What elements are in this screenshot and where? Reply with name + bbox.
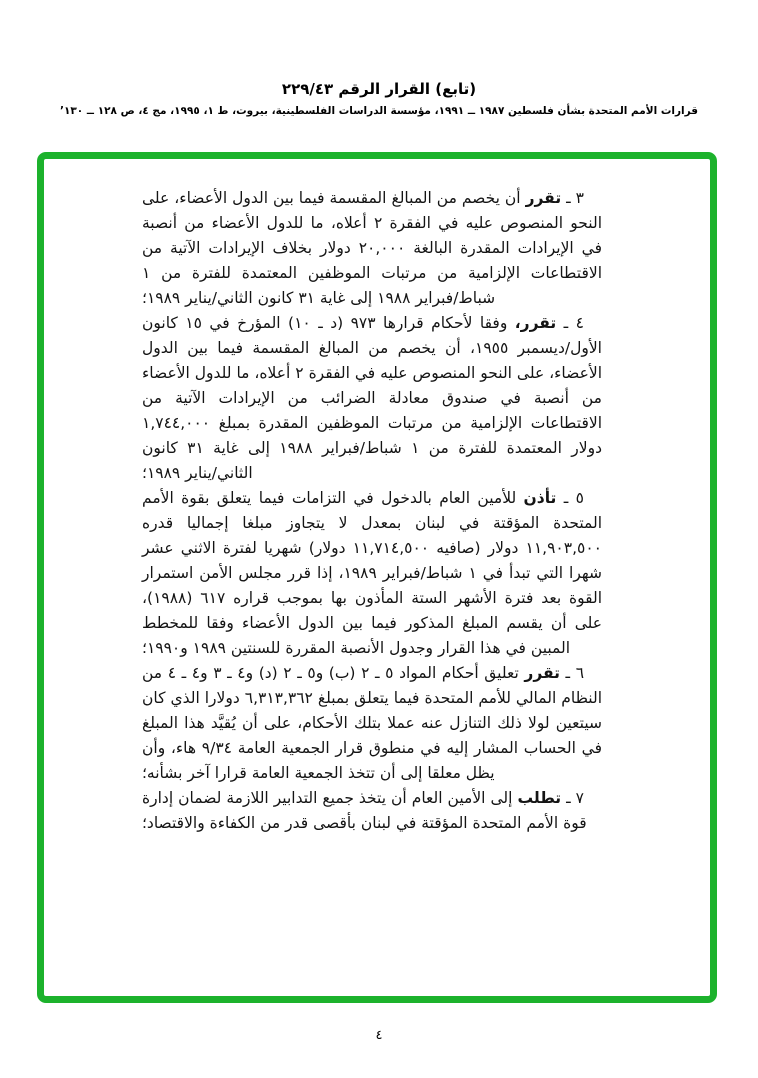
para-number: ٤ ـ bbox=[563, 314, 584, 332]
resolution-body bbox=[142, 186, 602, 836]
para-text: أن يخصم من المبالغ المقسمة فيما بين الدول الأعضاء، على النحو المنصوص عليه في الفقرة ٢ أعلاه، ما للدول الأعضاء من أنصبة في الإيرادات المقدرة البالغة ٢٠,٠٠٠ دولار بخلاف الإيرادات الآتية من الاقتطاعات الإلزامية من مرتبات الموظفين المعتمدة للفترة من ١ شباط/فبراير ١٩٨٨ إلى غاية ٣١ كانون الثاني/يناير ١٩٨٩؛ bbox=[142, 189, 603, 307]
para-lead: تقرر bbox=[525, 189, 562, 207]
paragraph-7 bbox=[142, 786, 602, 836]
para-text: إلى الأمين العام أن يتخذ جميع التدابير اللازمة لضمان إدارة قوة الأمم المتحدة المؤقتة في لبنان بأقصى قدر من الكفاءة والاقتصاد؛ bbox=[142, 789, 587, 832]
source-citation: قرارات الأمم المتحدة بشأن فلسطين ١٩٨٧ ــ ١٩٩١، مؤسسة الدراسات الفلسطينية، بيروت، ط ١، ١٩٩٥، مج ٤، ص ١٢٨ ــ ١٣٠’ bbox=[59, 105, 699, 117]
paragraph-6 bbox=[142, 661, 602, 786]
para-lead: تقرر، bbox=[514, 314, 557, 332]
paragraph-5 bbox=[142, 486, 602, 661]
para-text: وفقا لأحكام قرارها ٩٧٣ (د ـ ١٠) المؤرخ في ١٥ كانون الأول/ديسمبر ١٩٥٥، أن يخصم من المبالغ المقسمة فيما بين الدول الأعضاء، على النحو المنصوص عليه في الفقرة ٢ أعلاه، ما للدول الأعضاء من أنصبة في صندوق معادلة الضرائب من الإيرادات الآتية من الاقتطاعات الإلزامية من مرتبات الموظفين المقدرة بمبلغ ١,٧٤٤,٠٠٠ دولار المعتمدة للفترة من ١ شباط/فبراير ١٩٨٨ إلى غاية ٣١ كانون الثاني/يناير ١٩٨٩؛ bbox=[142, 314, 603, 482]
para-number: ٥ ـ bbox=[563, 489, 584, 507]
para-number: ٧ ـ bbox=[566, 789, 584, 807]
para-lead: تقرر bbox=[524, 664, 560, 682]
para-lead: تأذن bbox=[523, 489, 557, 507]
para-lead: تطلب bbox=[517, 789, 562, 807]
paragraph-3 bbox=[142, 186, 602, 311]
paragraph-4 bbox=[142, 311, 602, 486]
para-text: تعليق أحكام المواد ٥ ـ ٢ (ب) و٥ ـ ٢ (د) و٤ ـ ٣ و٤ ـ ٤ من النظام المالي للأمم المتحدة فيما يتعلق بمبلغ ٦,٣١٣,٣٦٢ دولارا الذي كان سيتعين لولا ذلك التنازل عنه عملا بتلك الأحكام، على أن يُقيَّد هذا المبلغ في الحساب المشار إليه في منطوق قرار الجمعية العامة ٩/٣٤ هاء، وأن يظل معلقا إلى أن تتخذ الجمعية العامة قرارا آخر بشأنه؛ bbox=[142, 664, 602, 782]
page-header bbox=[0, 80, 758, 117]
page-number: ٤ bbox=[375, 1028, 383, 1043]
para-number: ٦ ـ bbox=[565, 664, 585, 682]
para-number: ٣ ـ bbox=[566, 189, 584, 207]
resolution-title: (تابع) القرار الرقم ٢٢٩/٤٣ bbox=[281, 80, 477, 98]
para-text: للأمين العام بالدخول في التزامات فيما يتعلق بقوة الأمم المتحدة المؤقتة في لبنان بمعدل لا يتجاوز مبلغا إجماليا قدره ١١,٩٠٣,٥٠٠ دولار (صافيه ١١,٧١٤,٥٠٠ دولار) شهريا لفترة الاثني عشر شهرا التي تبدأ في ١ شباط/فبراير ١٩٨٩، إذا قرر مجلس الأمن استمرار القوة بعد فترة الأشهر الستة المأذون بها بموجب قراره ٦١٧ (١٩٨٨)، على أن يقسم المبلغ المذكور فيما بين الدول الأعضاء وفقا للمخطط المبين في هذا القرار وجدول الأنصبة المقررة للسنتين ١٩٨٩ و١٩٩٠؛ bbox=[142, 489, 603, 657]
